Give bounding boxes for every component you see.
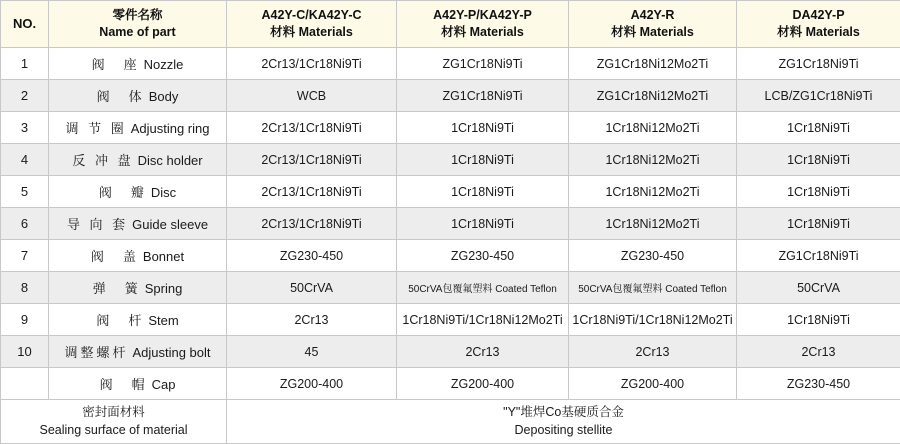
row-part-name-cn: 阀 盖 bbox=[91, 249, 139, 264]
row-material-3: ZG1Cr18Ni12Mo2Ti bbox=[569, 80, 737, 112]
row-part-name-en: Guide sleeve bbox=[132, 217, 208, 232]
row-material-4: 2Cr13 bbox=[737, 336, 900, 368]
header-material-2 bbox=[397, 1, 569, 48]
row-number: 6 bbox=[1, 208, 49, 240]
row-part-name bbox=[49, 144, 227, 176]
row-part-name-cn: 调 节 圈 bbox=[65, 121, 126, 136]
row-number bbox=[1, 368, 49, 400]
row-material-1: 2Cr13/1Cr18Ni9Ti bbox=[227, 144, 397, 176]
row-part-name-en: Bonnet bbox=[143, 249, 184, 264]
row-number: 5 bbox=[1, 176, 49, 208]
row-material-1: 2Cr13 bbox=[227, 304, 397, 336]
footer-label-en: Sealing surface of material bbox=[1, 422, 226, 440]
row-part-name-cn: 调整螺杆 bbox=[64, 345, 128, 360]
table-header bbox=[1, 1, 900, 48]
row-material-4: 1Cr18Ni9Ti bbox=[737, 208, 900, 240]
table-body bbox=[1, 48, 900, 400]
row-material-3: 1Cr18Ni12Mo2Ti bbox=[569, 208, 737, 240]
row-material-2: 1Cr18Ni9Ti bbox=[397, 144, 569, 176]
table-row bbox=[1, 144, 900, 176]
row-material-2: 2Cr13 bbox=[397, 336, 569, 368]
row-material-4: 1Cr18Ni9Ti bbox=[737, 304, 900, 336]
row-material-3: ZG230-450 bbox=[569, 240, 737, 272]
row-material-2: 50CrVA包覆氟塑料 Coated Teflon bbox=[397, 272, 569, 304]
table-footer bbox=[1, 400, 900, 444]
row-part-name bbox=[49, 208, 227, 240]
table-row bbox=[1, 336, 900, 368]
header-material-3-model: A42Y-R bbox=[569, 7, 736, 24]
row-part-name bbox=[49, 176, 227, 208]
row-material-2: ZG1Cr18Ni9Ti bbox=[397, 48, 569, 80]
row-material-1: 45 bbox=[227, 336, 397, 368]
header-material-2-label: 材料 Materials bbox=[397, 24, 568, 41]
header-part-name-cn: 零件名称 bbox=[49, 7, 226, 24]
row-part-name bbox=[49, 272, 227, 304]
row-material-4: ZG1Cr18Ni9Ti bbox=[737, 48, 900, 80]
header-material-1-model: A42Y-C/KA42Y-C bbox=[227, 7, 396, 24]
row-material-2: ZG230-450 bbox=[397, 240, 569, 272]
table-row bbox=[1, 48, 900, 80]
footer-value-en: Depositing stellite bbox=[227, 422, 900, 440]
row-material-2: ZG200-400 bbox=[397, 368, 569, 400]
header-material-1-label: 材料 Materials bbox=[227, 24, 396, 41]
row-part-name-en: Adjusting bolt bbox=[132, 345, 210, 360]
row-part-name bbox=[49, 80, 227, 112]
header-material-4-model: DA42Y-P bbox=[737, 7, 900, 24]
footer-row bbox=[1, 400, 900, 444]
row-material-1: 50CrVA bbox=[227, 272, 397, 304]
row-part-name-en: Nozzle bbox=[144, 57, 184, 72]
row-material-3: ZG200-400 bbox=[569, 368, 737, 400]
row-part-name-en: Body bbox=[149, 89, 179, 104]
row-material-2: 1Cr18Ni9Ti bbox=[397, 112, 569, 144]
row-number: 9 bbox=[1, 304, 49, 336]
row-material-1: ZG200-400 bbox=[227, 368, 397, 400]
row-part-name bbox=[49, 336, 227, 368]
row-part-name-en: Spring bbox=[145, 281, 183, 296]
row-part-name-cn: 导 向 套 bbox=[67, 217, 128, 232]
row-material-3: 2Cr13 bbox=[569, 336, 737, 368]
table-row bbox=[1, 176, 900, 208]
row-material-1: 2Cr13/1Cr18Ni9Ti bbox=[227, 48, 397, 80]
row-material-4: 1Cr18Ni9Ti bbox=[737, 176, 900, 208]
row-part-name-en: Cap bbox=[152, 377, 176, 392]
row-number: 1 bbox=[1, 48, 49, 80]
row-part-name-cn: 阀 杆 bbox=[96, 313, 144, 328]
row-material-4: ZG230-450 bbox=[737, 368, 900, 400]
row-material-2: 1Cr18Ni9Ti bbox=[397, 208, 569, 240]
header-material-2-model: A42Y-P/KA42Y-P bbox=[397, 7, 568, 24]
row-material-3: ZG1Cr18Ni12Mo2Ti bbox=[569, 48, 737, 80]
row-material-4: 1Cr18Ni9Ti bbox=[737, 144, 900, 176]
row-number: 7 bbox=[1, 240, 49, 272]
row-part-name bbox=[49, 368, 227, 400]
row-material-1: WCB bbox=[227, 80, 397, 112]
row-part-name bbox=[49, 48, 227, 80]
table-row bbox=[1, 208, 900, 240]
row-material-1: 2Cr13/1Cr18Ni9Ti bbox=[227, 112, 397, 144]
row-part-name-cn: 阀 帽 bbox=[100, 377, 148, 392]
row-part-name-en: Stem bbox=[148, 313, 178, 328]
table-row bbox=[1, 112, 900, 144]
row-material-4: ZG1Cr18Ni9Ti bbox=[737, 240, 900, 272]
row-number: 3 bbox=[1, 112, 49, 144]
footer-value-cn: "Y"堆焊Co基硬质合金 bbox=[227, 404, 900, 422]
row-material-1: ZG230-450 bbox=[227, 240, 397, 272]
row-part-name-cn: 阀 座 bbox=[92, 57, 140, 72]
row-part-name-en: Disc holder bbox=[138, 153, 203, 168]
row-material-4: LCB/ZG1Cr18Ni9Ti bbox=[737, 80, 900, 112]
row-material-3: 1Cr18Ni12Mo2Ti bbox=[569, 144, 737, 176]
row-part-name-en: Adjusting ring bbox=[131, 121, 210, 136]
row-number: 8 bbox=[1, 272, 49, 304]
header-material-3 bbox=[569, 1, 737, 48]
header-no-label: NO. bbox=[1, 15, 48, 33]
row-part-name bbox=[49, 240, 227, 272]
row-number: 10 bbox=[1, 336, 49, 368]
row-material-3: 1Cr18Ni12Mo2Ti bbox=[569, 176, 737, 208]
row-material-3: 50CrVA包覆氟塑料 Coated Teflon bbox=[569, 272, 737, 304]
table-row bbox=[1, 240, 900, 272]
row-material-1: 2Cr13/1Cr18Ni9Ti bbox=[227, 208, 397, 240]
row-material-2: 1Cr18Ni9Ti bbox=[397, 176, 569, 208]
footer-value-cell bbox=[227, 400, 900, 444]
row-part-name-cn: 阀 瓣 bbox=[99, 185, 147, 200]
header-row bbox=[1, 1, 900, 48]
table-row bbox=[1, 272, 900, 304]
header-part-name-en: Name of part bbox=[49, 24, 226, 41]
header-material-1 bbox=[227, 1, 397, 48]
row-material-4: 1Cr18Ni9Ti bbox=[737, 112, 900, 144]
row-number: 2 bbox=[1, 80, 49, 112]
header-material-4 bbox=[737, 1, 900, 48]
row-number: 4 bbox=[1, 144, 49, 176]
row-material-2: ZG1Cr18Ni9Ti bbox=[397, 80, 569, 112]
row-part-name-cn: 反 冲 盘 bbox=[72, 153, 133, 168]
row-part-name-en: Disc bbox=[151, 185, 176, 200]
row-part-name bbox=[49, 112, 227, 144]
footer-label-cn: 密封面材料 bbox=[1, 404, 226, 422]
row-material-3: 1Cr18Ni9Ti/1Cr18Ni12Mo2Ti bbox=[569, 304, 737, 336]
row-material-3: 1Cr18Ni12Mo2Ti bbox=[569, 112, 737, 144]
table-row bbox=[1, 304, 900, 336]
row-material-2: 1Cr18Ni9Ti/1Cr18Ni12Mo2Ti bbox=[397, 304, 569, 336]
table-row bbox=[1, 368, 900, 400]
row-material-1: 2Cr13/1Cr18Ni9Ti bbox=[227, 176, 397, 208]
row-part-name bbox=[49, 304, 227, 336]
row-part-name-cn: 阀 体 bbox=[97, 89, 145, 104]
table-row bbox=[1, 80, 900, 112]
footer-label-cell bbox=[1, 400, 227, 444]
header-material-3-label: 材料 Materials bbox=[569, 24, 736, 41]
header-no bbox=[1, 1, 49, 48]
header-material-4-label: 材料 Materials bbox=[737, 24, 900, 41]
row-part-name-cn: 弹 簧 bbox=[93, 281, 141, 296]
header-part-name bbox=[49, 1, 227, 48]
row-material-4: 50CrVA bbox=[737, 272, 900, 304]
